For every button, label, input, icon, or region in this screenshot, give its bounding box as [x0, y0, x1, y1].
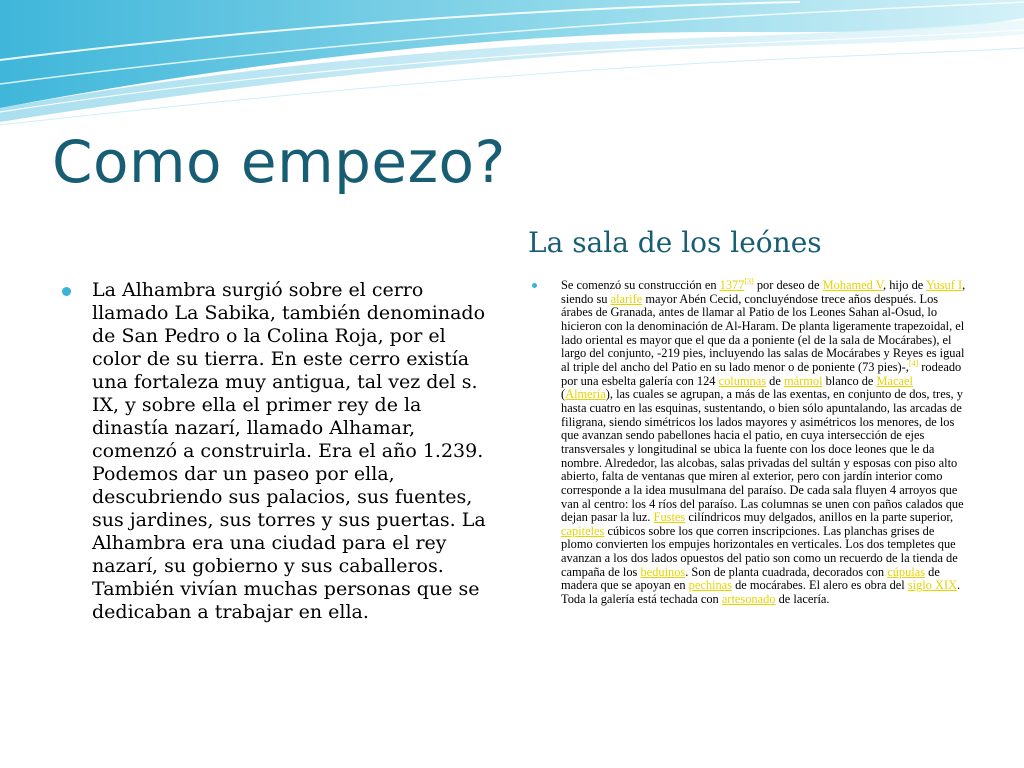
link-beduinos[interactable]: beduinos — [640, 564, 686, 579]
link-1377[interactable]: 1377 — [719, 278, 745, 292]
link-macael[interactable]: Macael — [876, 373, 913, 388]
link-columnas[interactable]: columnas — [718, 373, 767, 388]
right-paragraph — [561, 276, 968, 607]
body-text: cilíndricos muy delgados, anillos en la parte superior, — [685, 510, 954, 525]
body-text: de mocárabes. El alero es obra del — [732, 578, 908, 593]
body-text: . Toda la galería está techada con — [561, 578, 961, 607]
body-text: de — [766, 373, 784, 388]
link-alarife[interactable]: alarife — [610, 291, 643, 306]
body-text: ), las cuales se agrupan, a más de las exentas, en conjunto de dos, tres, y hasta cuatro en las esquinas, sustentando, o bien sólo apuntalando, las arcadas de filigrana, siendo simétricos los lados mayores y asimétricos los menores, de los que avanzan sendo pabellones hacia el patio, en cuya intersección de ejes transversales y longitudinal se ubica la fuente con los doce leones que le da nombre. Alrededor, las alcobas, salas privadas del sultán y esposas con piso alto abierto, falta de ventanas que miren al exterior, pero con jardín interior como corresponde a la idea musulmana del paraíso. De cada sala fluyen 4 arroyos que van al centro: los 4 ríos del paraíso. Las columnas se unen con paños calados que dejan pasar la luz. — [561, 387, 964, 525]
reference-3[interactable]: [3] — [744, 276, 754, 286]
link-pechinas[interactable]: pechinas — [688, 578, 732, 593]
header-wave-decoration — [0, 0, 1024, 130]
body-text: Se comenzó su construcción en — [561, 278, 720, 292]
bullet-icon — [62, 287, 71, 296]
body-text: cúbicos sobre los que corren inscripciones. Las planchas grises de plomo convierten los empujes horizontales en verticales. Los dos templetes que avanzan a los dos lados opuestos del patio son como un recuerdo de la tienda de campaña de los — [561, 523, 958, 579]
body-text: , hijo de — [883, 278, 926, 292]
link-cupulas[interactable]: cúpulas — [887, 564, 926, 579]
link-capiteles[interactable]: capiteles — [561, 523, 605, 538]
right-column — [532, 276, 968, 607]
body-text: . Son de planta cuadrada, decorados con — [685, 564, 888, 579]
slide-subtitle: La sala de los leónes — [528, 226, 822, 259]
body-text: rodeado por una esbelta galería con 124 — [561, 359, 962, 388]
body-text: blanco de — [822, 373, 877, 388]
link-marmol[interactable]: mármol — [783, 373, 823, 388]
body-text: de madera que se apoyan en — [561, 564, 940, 593]
bullet-icon — [532, 283, 537, 288]
body-text: mayor Abén Cecid, concluyéndose trece años después. Los árabes de Granada, antes de llamar al Patio de los Leones Sahan al-Osud, lo hicieron con la denominación de Al-Haram. De planta ligeramente trapezoidal, el lado oriental es mayor que el que da a poniente (el de la sala de Mocárabes), el largo del conjunto, -219 pies, incluyendo las salas de Mocárabes y Reyes es igual al triple del ancho del Patio en su lado menor o de poniente (73 pies)-, — [561, 291, 965, 374]
link-artesonado[interactable]: artesonado — [721, 592, 776, 607]
body-text: por deseo de — [753, 278, 823, 292]
body-text: de lacería. — [775, 592, 830, 607]
body-text: ( — [561, 387, 566, 402]
link-mohamed-v[interactable]: Mohamed V — [822, 278, 884, 292]
link-almeria[interactable]: Almería — [565, 387, 606, 402]
slide-title: Como empezo? — [52, 128, 506, 196]
link-fustes[interactable]: Fustes — [653, 510, 686, 525]
link-yusuf-i[interactable]: Yusuf I — [925, 278, 963, 292]
left-column — [62, 279, 492, 624]
left-paragraph: La Alhambra surgió sobre el cerro llamado La Sabika, también denominado de San Pedro o la Colina Roja, por el color de su tierra. En este cerro existía una fortaleza muy antigua, tal vez del s. IX, y sobre ella el primer rey de la dinastía nazarí, llamado Alhamar, comenzó a construirla. Era el año 1.239. Podemos dar un paseo por ella, descubriendo sus palacios, sus fuentes, sus jardines, sus torres y sus puertas. La Alhambra era una ciudad para el rey nazarí, su gobierno y sus caballeros. También vivían muchas personas que se dedicaban a trabajar en ella. — [92, 279, 486, 623]
link-siglo-xix[interactable]: siglo XIX — [907, 578, 958, 593]
body-text: , siendo su — [561, 278, 966, 306]
reference-4[interactable]: [4] — [908, 358, 919, 368]
